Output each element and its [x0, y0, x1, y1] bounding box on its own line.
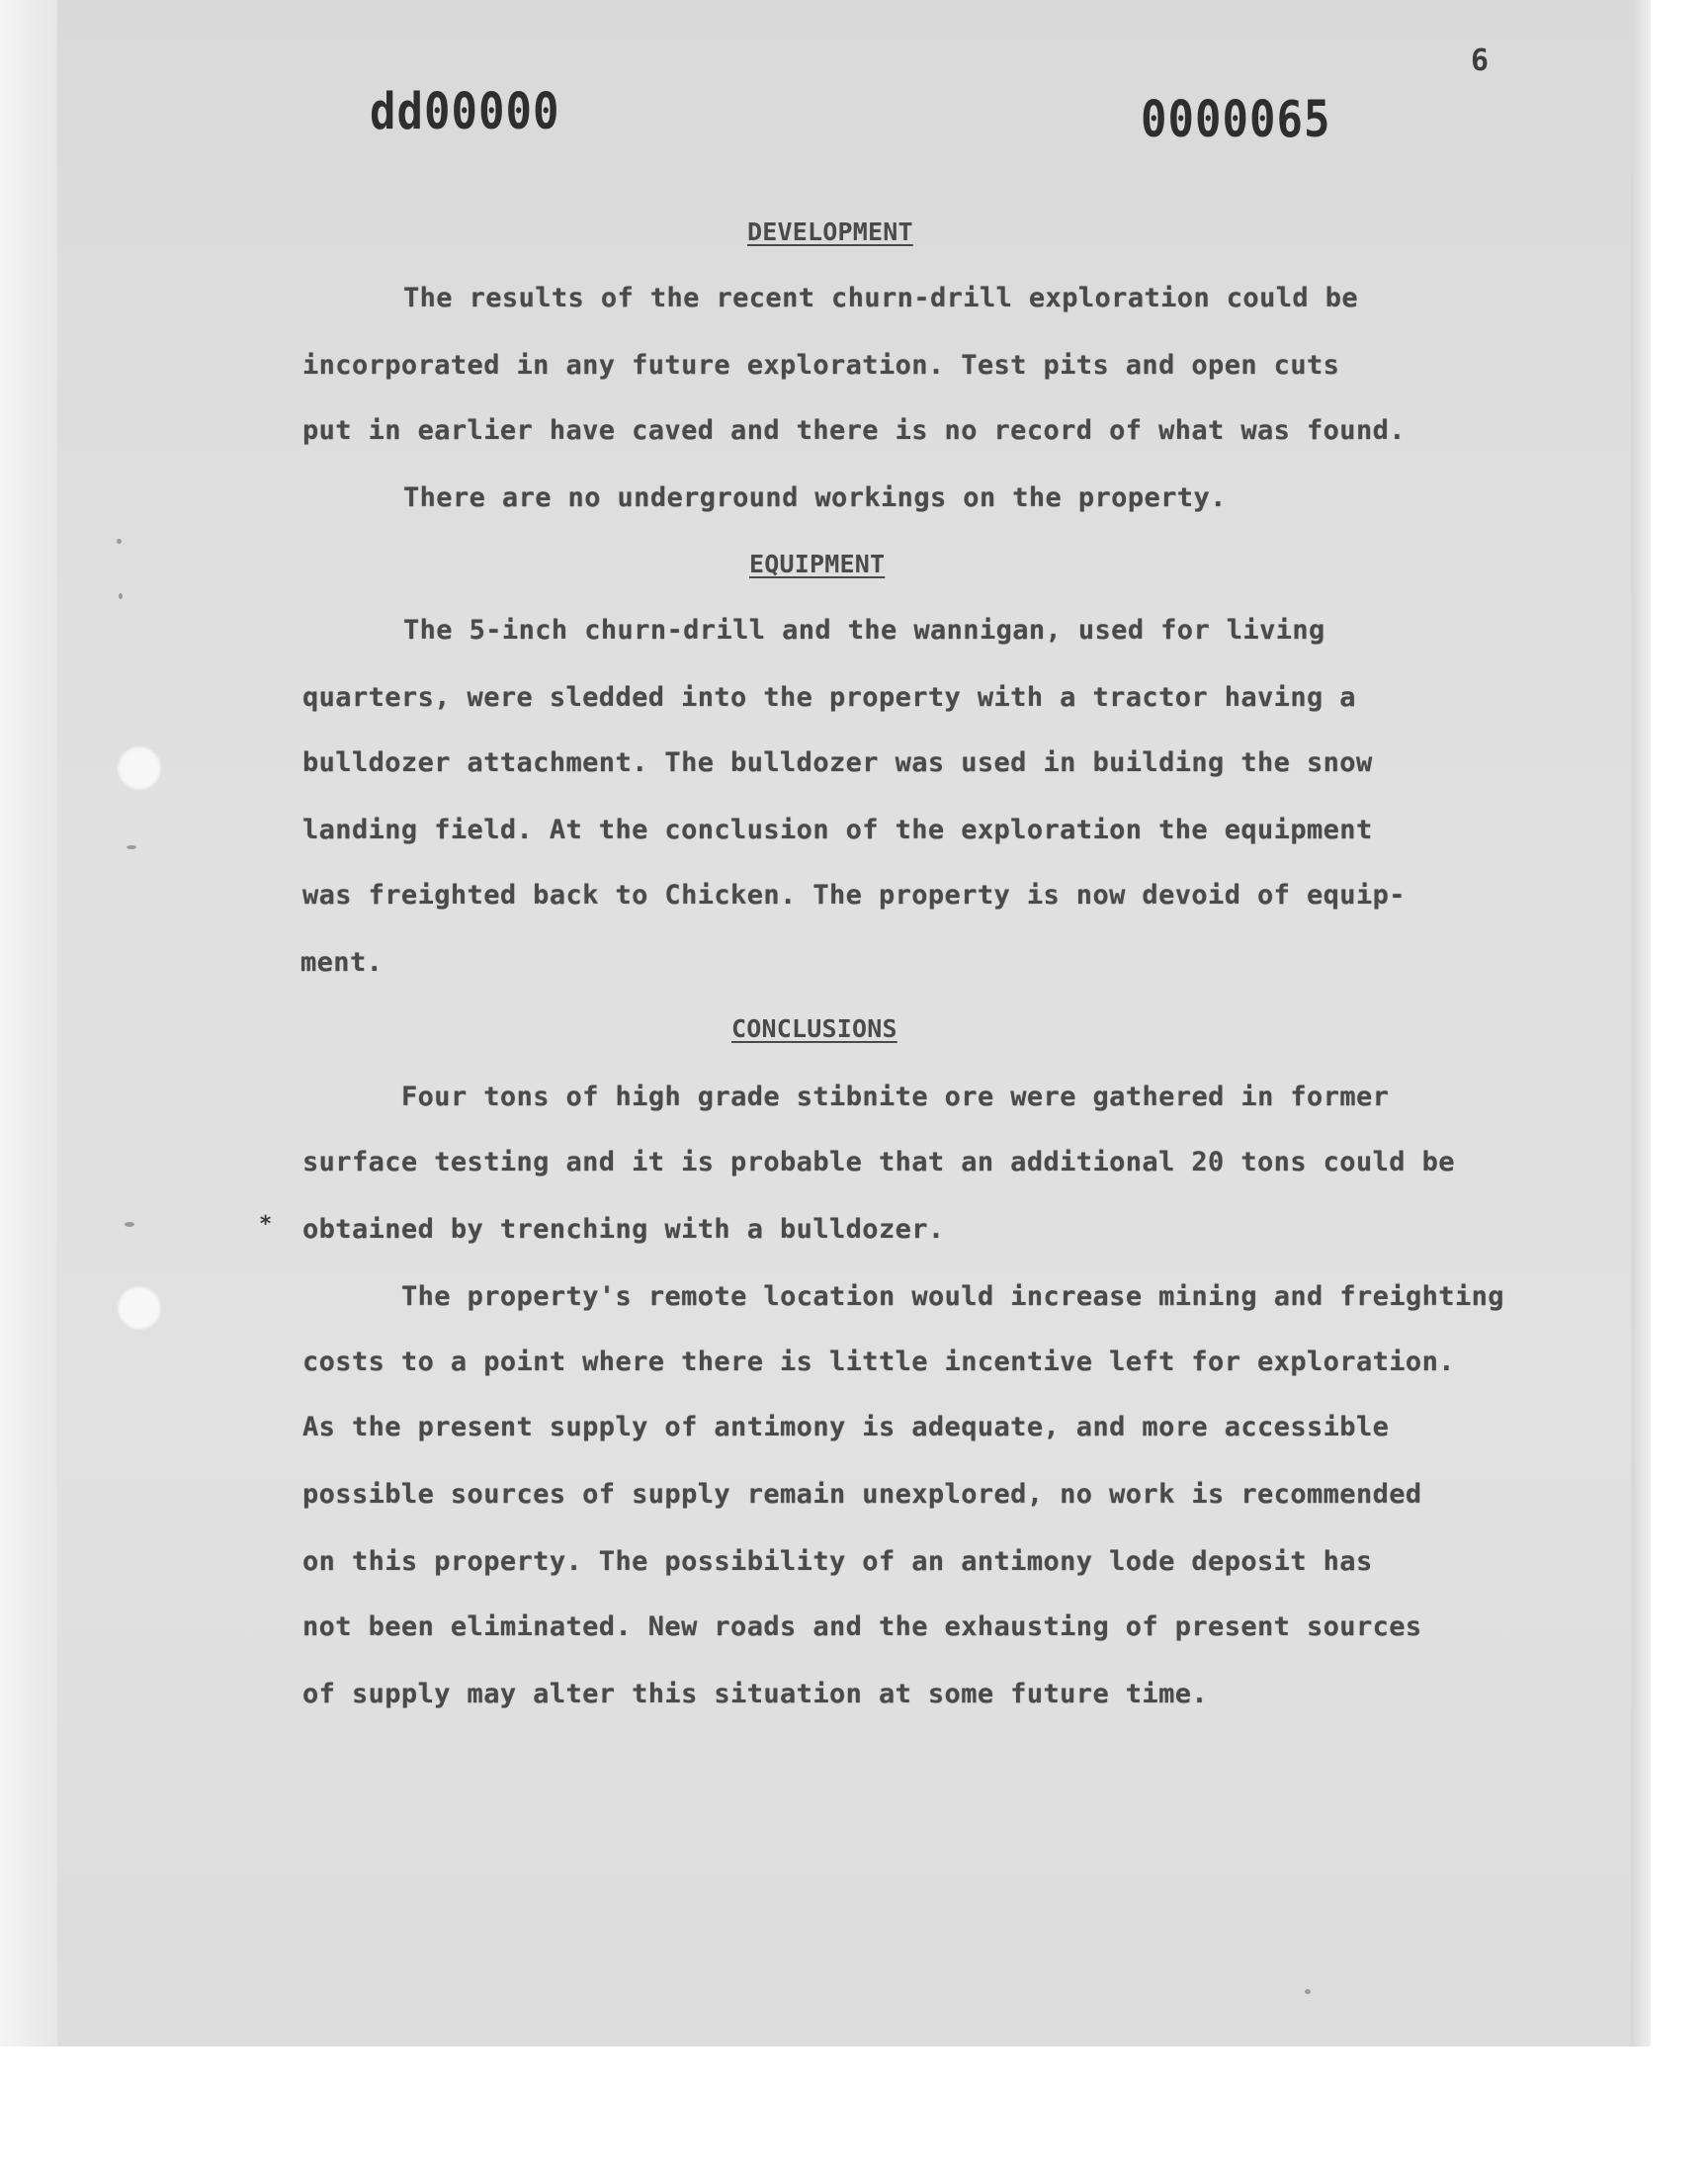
margin-mark: * [259, 1212, 273, 1237]
scan-speck [127, 845, 136, 849]
conclusions-line-9: not been eliminated. New roads and the exhausting of present sources [302, 1611, 1422, 1642]
scan-margin-left [0, 0, 57, 2046]
scan-speck [119, 593, 123, 599]
equipment-line-1: The 5-inch churn-drill and the wannigan, used for living [403, 615, 1325, 646]
development-line-1: The results of the recent churn-drill exploration could be [403, 283, 1359, 313]
equipment-line-3: bulldozer attachment. The bulldozer was used in building the snow [302, 747, 1373, 778]
heading-equipment: EQUIPMENT [749, 550, 886, 578]
page-number: 6 [1471, 44, 1490, 78]
equipment-line-2: quarters, were sledded into the property with a tractor having a [302, 682, 1356, 713]
punch-hole-upper [117, 745, 162, 791]
development-line-3: put in earlier have caved and there is no record of what was found. [302, 415, 1406, 446]
conclusions-line-10: of supply may alter this situation at some future time. [302, 1679, 1209, 1709]
scan-margin-right [1631, 0, 1651, 2046]
conclusions-line-5: costs to a point where there is little incentive left for exploration. [302, 1347, 1455, 1377]
conclusions-line-3: obtained by trenching with a bulldozer. [302, 1214, 945, 1245]
conclusions-line-1: Four tons of high grade stibnite ore were gathered in former [401, 1082, 1390, 1112]
equipment-line-4: landing field. At the conclusion of the exploration the equipment [302, 815, 1373, 845]
equipment-line-5: was freighted back to Chicken. The property is now devoid of equip- [302, 880, 1406, 911]
conclusions-line-6: As the present supply of antimony is adequate, and more accessible [302, 1412, 1390, 1442]
punch-hole-lower [117, 1285, 162, 1331]
development-line-2: incorporated in any future exploration. Test pits and open cuts [302, 350, 1340, 381]
document-stamp-left: dd00000 [370, 83, 560, 141]
heading-development: DEVELOPMENT [747, 218, 913, 246]
scan-speck [125, 1222, 134, 1227]
scan-speck [1305, 1989, 1311, 1994]
conclusions-line-2: surface testing and it is probable that an additional 20 tons could be [302, 1147, 1455, 1177]
heading-conclusions: CONCLUSIONS [731, 1014, 897, 1043]
document-stamp-right: 0000065 [1141, 91, 1331, 149]
conclusions-line-4: The property's remote location would increase mining and freighting [401, 1281, 1504, 1312]
conclusions-line-7: possible sources of supply remain unexplored, no work is recommended [302, 1479, 1422, 1510]
conclusions-line-8: on this property. The possibility of an antimony lode deposit has [302, 1546, 1373, 1577]
equipment-line-6: ment. [300, 947, 384, 978]
scan-speck [117, 539, 122, 544]
development-line-4: There are no underground workings on the property. [403, 482, 1227, 513]
